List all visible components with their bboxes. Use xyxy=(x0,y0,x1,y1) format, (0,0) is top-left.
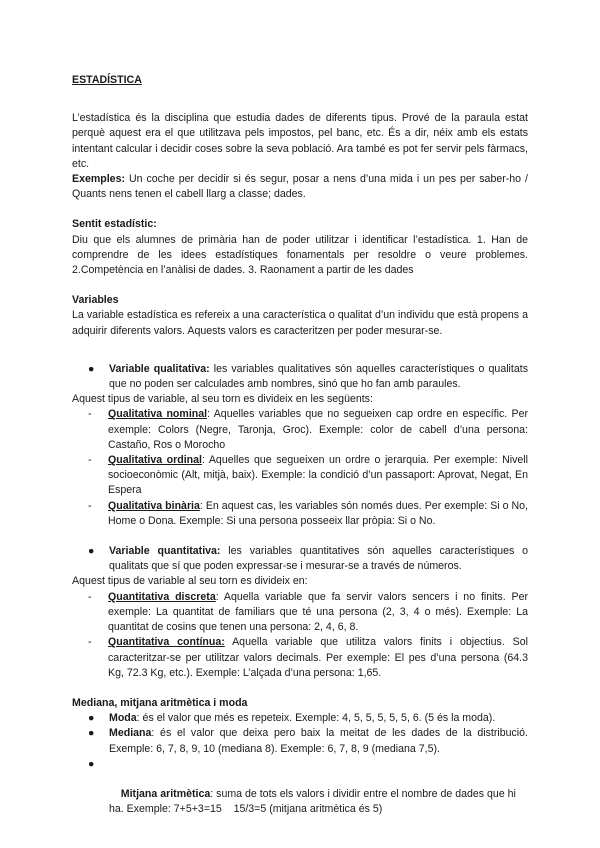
list-item xyxy=(72,407,528,453)
dash-marker: - xyxy=(88,454,92,467)
examples-paragraph xyxy=(72,172,528,202)
qualitativa-text: les variables qualitatives són aquelles característiques o qualitats que no poden ser calculades amb nombres, sinó que ho fan amb paraules. xyxy=(109,362,528,391)
quantitativa-intro: Aquest tipus de variable al seu torn es divideix en: xyxy=(72,575,308,588)
list-item xyxy=(72,499,528,529)
item-text: : En aquest cas, les variables són només dues. Per exemple: Si o No, Home o Dona. Exemple: Si una persona posseeix llar pròpia: Si o No. xyxy=(108,499,529,527)
item-label: Moda xyxy=(109,712,137,725)
item-text: : és el valor que deixa pero baix la meitat de les dades de la distribució. Exemple: 6, 7, 8, 9, 10 (mediana 8). Exemple: 6, 7, 8, 9 (mediana 7,5). xyxy=(109,727,528,755)
examples-text: Un coche per decidir si és segur, posar a nens d’una mida i un pes per saber-ho / Quants nens tenen el cabell llarg a classe; dades. xyxy=(72,173,528,201)
item-text: : Aquelles variables que no segueixen cap ordre en específic. Per exemple: Colors (Negre, Taronja, Groc). Exemple: color de cabell d’una persona: Castaño, Ros o Morocho xyxy=(108,408,528,451)
item-label: Qualitativa ordinal xyxy=(108,454,202,467)
quantitativa-label: Variable quantitativa: xyxy=(109,545,221,558)
item-text: : suma de tots els valors i dividir entre el nombre de dades que hi ha. Exemple: 7+5+3=15 15/3=5 (mitjana aritmètica és 5) xyxy=(109,788,519,816)
qualitativa-label: Variable qualitativa: xyxy=(109,362,210,375)
list-item xyxy=(72,711,528,726)
sentit-heading: Sentit estadístic: xyxy=(72,218,157,231)
list-item xyxy=(72,635,528,681)
dash-marker: - xyxy=(88,499,92,512)
bullet-marker: ● xyxy=(88,545,95,558)
dash-marker: - xyxy=(88,408,92,421)
item-text: : Aquella variable que fa servir valors sencers i no finits. Per exemple: La quantitat de familiars que té una persona (2, 3, 4 o més). Exemple: La quantitat de cosins que tenen una persona: 2, 4, 6, 8. xyxy=(108,590,529,634)
bullet-marker: ● xyxy=(88,362,95,375)
document-page xyxy=(72,73,528,833)
item-label: Qualitativa nominal xyxy=(108,408,208,421)
list-item xyxy=(72,453,528,499)
quantitativa-bullet xyxy=(72,544,528,574)
item-label: Quantitativa discreta xyxy=(108,590,216,603)
item-label: Quantitativa contínua: xyxy=(108,636,225,649)
dash-marker: - xyxy=(88,636,92,649)
list-item xyxy=(72,757,528,833)
bullet-marker: ● xyxy=(88,757,95,770)
variables-paragraph: La variable estadística es refereix a una característica o qualitat d’un individu que està propens a adquirir diferents valors. Aquests valors es caracteritzen per poder mesurar-se. xyxy=(72,309,528,337)
item-text: : Aquelles que segueixen un ordre o jerarquia. Per exemple: Nivell socioeconòmic (Alt, mitjà, baix). Exemple: la condició d’un passaport: Aprovat, Negat, En Espera xyxy=(108,454,529,497)
list-item xyxy=(72,726,528,756)
bullet-marker: ● xyxy=(88,727,95,740)
item-label: Qualitativa binària xyxy=(108,499,200,512)
qualitativa-bullet xyxy=(72,362,528,392)
document-title: ESTADÍSTICA xyxy=(72,74,142,86)
list-item xyxy=(72,590,528,636)
quantitativa-text: les variables quantitatives són aquelles característiques o qualitats que sí que poden expressar-se i mesurar-se a través de números. xyxy=(109,545,529,573)
dash-marker: - xyxy=(88,590,92,603)
item-text: Aquella variable que utilitza valors finits i objectius. Sol caracteritzar-se per utilitzar valors decimals. Per exemple: El pes d’una persona (64.3 Kg, 72.3 Kg, etc.). Exemple: L’alçada d’una persona: 1,65. xyxy=(108,636,528,679)
item-label: Mitjana aritmètica xyxy=(120,788,211,801)
variables-heading: Variables xyxy=(72,294,119,307)
examples-label: Exemples: xyxy=(72,173,125,186)
qualitativa-intro: Aquest tipus de variable, al seu torn es divideix en les següents: xyxy=(72,393,373,406)
mediana-heading: Mediana, mitjana aritmètica i moda xyxy=(72,696,248,709)
item-label: Mediana xyxy=(109,727,152,740)
item-text: : és el valor que més es repeteix. Exemple: 4, 5, 5, 5, 5, 5, 6. (5 és la moda). xyxy=(136,712,496,725)
intro-paragraph: L’estadística és la disciplina que estudia dades de diferents tipus. Prové de la paraula estat perquè aquest era el que utilitzava pels impostos, pel banc, etc. És a dir, néix amb els estats intentant calcular i decidir coses sobre la seva població. Ara també es pot fer servir pels fàrmacs, etc. xyxy=(72,112,528,170)
sentit-paragraph: Diu que els alumnes de primària han de poder utilitzar i identificar l’estadística. 1. Han de comprendre de les idees estadístiques fonamentals per resoldre o veure problemes. 2.Competència en l’anàlisi de dades. 3. Raonament a partir de les dades xyxy=(72,233,528,277)
bullet-marker: ● xyxy=(88,712,95,725)
